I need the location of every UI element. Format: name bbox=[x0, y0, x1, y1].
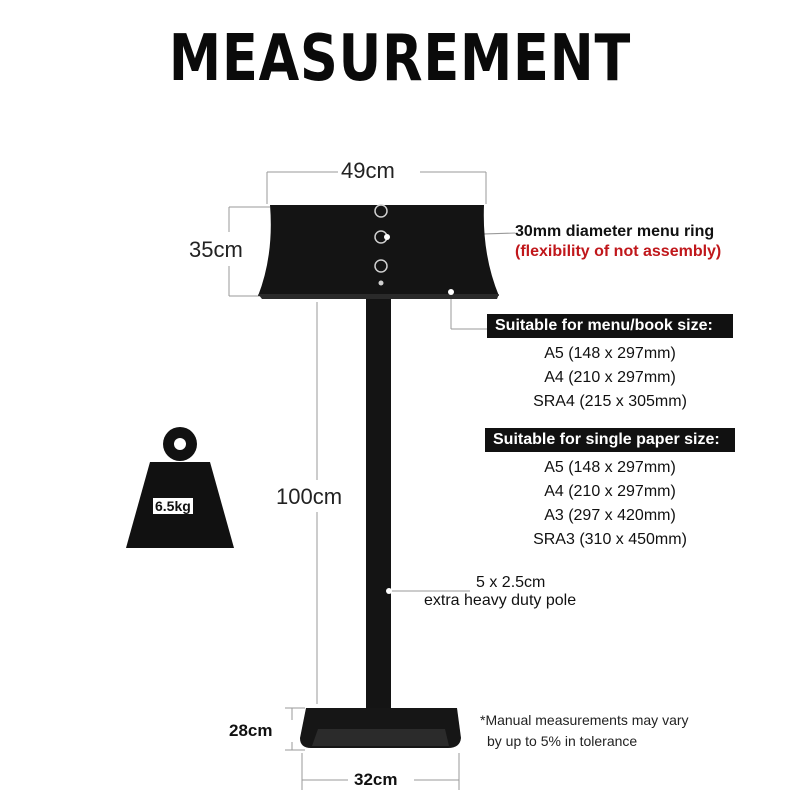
base-height-label: 28cm bbox=[229, 721, 273, 740]
list-item: A4 (210 x 297mm) bbox=[544, 483, 676, 500]
list-item: A5 (148 x 297mm) bbox=[544, 345, 676, 362]
pole-note bbox=[424, 574, 624, 610]
list-item: A5 (148 x 297mm) bbox=[544, 459, 676, 476]
single-paper-size-list bbox=[485, 456, 735, 552]
list-item: SRA3 (310 x 450mm) bbox=[533, 531, 687, 548]
weight-label: 6.5kg bbox=[155, 498, 191, 514]
stand-pole bbox=[366, 299, 391, 724]
list-item: A4 (210 x 297mm) bbox=[544, 369, 676, 386]
total-height-label: 100cm bbox=[276, 484, 343, 509]
weight-icon bbox=[126, 427, 234, 548]
ring-note-line2: (flexibility of not assembly) bbox=[515, 243, 722, 260]
ring-note-line1: 30mm diameter menu ring bbox=[515, 223, 715, 240]
pole-note-line2: extra heavy duty pole bbox=[424, 592, 577, 609]
pole-note-line1: 5 x 2.5cm bbox=[476, 574, 546, 591]
menu-book-header: Suitable for menu/book size: bbox=[487, 314, 733, 338]
ring-note bbox=[515, 222, 721, 262]
single-paper-section bbox=[485, 428, 735, 552]
page-title: MEASUREMENT bbox=[168, 22, 632, 96]
list-item: SRA4 (215 x 305mm) bbox=[533, 393, 687, 410]
disclaimer bbox=[480, 710, 689, 752]
base-width-label: 32cm bbox=[354, 770, 398, 789]
menu-tray bbox=[258, 205, 499, 296]
menu-book-size-list bbox=[487, 342, 733, 414]
width-top-label: 49cm bbox=[341, 158, 395, 183]
menu-book-section bbox=[487, 314, 733, 414]
disclaimer-line2: by up to 5% in tolerance bbox=[487, 733, 638, 749]
height-top-label: 35cm bbox=[189, 237, 243, 262]
single-paper-header: Suitable for single paper size: bbox=[485, 428, 735, 452]
disclaimer-line1: *Manual measurements may vary bbox=[480, 712, 689, 728]
list-item: A3 (297 x 420mm) bbox=[544, 507, 676, 524]
